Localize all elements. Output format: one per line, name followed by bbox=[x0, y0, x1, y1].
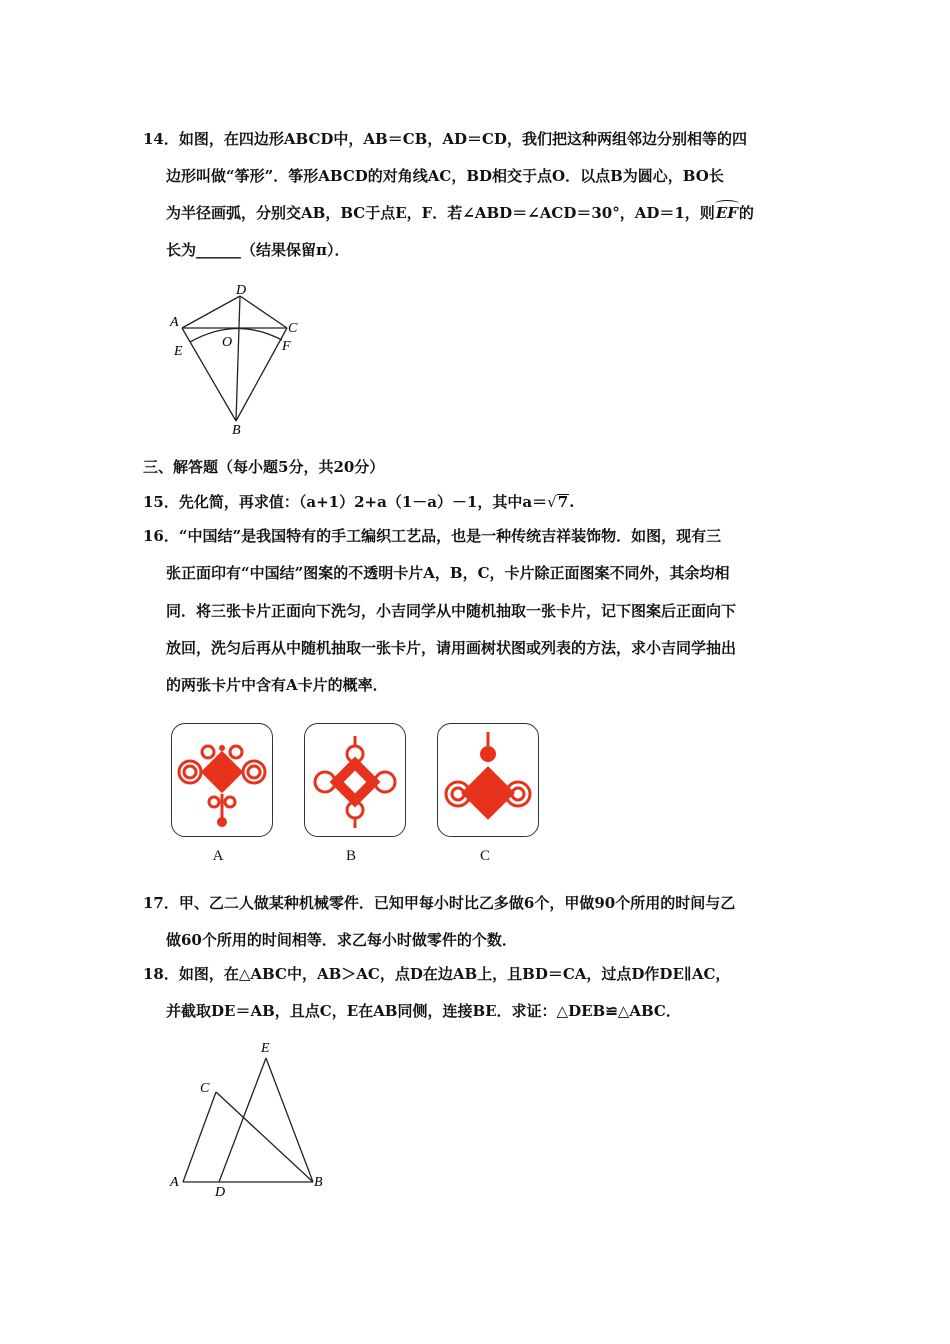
kite-edge-dc bbox=[240, 296, 287, 328]
q17-line-2: 做60个所用的时间相等．求乙每小时做零件的个数． bbox=[166, 931, 517, 949]
chinese-knot-c-icon bbox=[438, 724, 538, 836]
q14-line-2: 边形叫做“筝形”．筝形ABCD的对角线AC，BD相交于点O．以点B为圆心，BO长 bbox=[166, 167, 724, 185]
label-d: D bbox=[215, 1185, 226, 1199]
q14-line-3 bbox=[166, 202, 754, 223]
label-b: B bbox=[314, 1175, 323, 1190]
q14-arc-label: EF bbox=[715, 204, 738, 222]
kite-edge-ad bbox=[182, 296, 240, 328]
label-d: D bbox=[236, 283, 247, 298]
q15-period: . bbox=[569, 493, 575, 511]
q18-text-1: 如图，在△ABC中，AB＞AC，点D在边AB上，且BD＝CA，过点D作DE∥AC， bbox=[178, 965, 731, 983]
q16-line-2: 张正面印有“中国结”图案的不透明卡片A，B，C，卡片除正面图案不同外，其余均相 bbox=[166, 564, 730, 582]
q18-line-1 bbox=[143, 963, 730, 984]
q14-line-1 bbox=[143, 128, 747, 149]
q16-number: 16． bbox=[143, 527, 179, 545]
q18-number: 18． bbox=[143, 965, 179, 983]
kite-arc-ef bbox=[190, 328, 282, 342]
label-e: E bbox=[174, 344, 183, 359]
segment-cb bbox=[216, 1092, 313, 1182]
segment-de bbox=[219, 1058, 266, 1182]
label-a: A bbox=[170, 315, 179, 330]
card-b bbox=[304, 723, 406, 837]
section-3-title: 三、解答题（每小题5分，共20分） bbox=[143, 458, 385, 476]
label-a: A bbox=[170, 1175, 179, 1190]
q17-line-1 bbox=[143, 892, 735, 913]
q15-line: 15．先化简，再求值：（a+1）2+a（1－a）－1，其中a＝√7. bbox=[143, 493, 575, 511]
q14-text-1: 如图，在四边形ABCD中，AB＝CB，AD＝CD，我们把这种两组邻边分别相等的四 bbox=[178, 130, 747, 148]
card-c bbox=[437, 723, 539, 837]
q15-text: 先化简，再求值：（a+1）2+a（1－a）－1，其中a＝ bbox=[178, 493, 548, 511]
q18-triangle-figure bbox=[160, 1034, 340, 1199]
q14-text-3b: 的 bbox=[738, 204, 754, 222]
label-o: O bbox=[222, 335, 233, 350]
card-a-label: A bbox=[212, 848, 224, 864]
label-e: E bbox=[261, 1041, 270, 1056]
q16-line-1 bbox=[143, 525, 721, 546]
q14-text-3a: 为半径画弧，分别交AB，BC于点E，F．若∠ABD＝∠ACD＝30°，AD＝1，则 bbox=[166, 204, 715, 222]
label-f: F bbox=[282, 339, 291, 354]
card-c-label: C bbox=[479, 848, 490, 864]
q18-line-2: 并截取DE＝AB，且点C，E在AB同侧，连接BE．求证：△DEB≌△ABC． bbox=[166, 1002, 681, 1020]
card-b-label: B bbox=[345, 848, 356, 864]
q14-line-4: 长为______（结果保留π）． bbox=[166, 241, 350, 259]
card-a bbox=[171, 723, 273, 837]
q15-radicand: 7 bbox=[557, 493, 569, 511]
q16-line-5: 的两张卡片中含有A卡片的概率． bbox=[166, 676, 388, 694]
kite-diagonal-bd bbox=[236, 296, 240, 421]
q16-line-4: 放回，洗匀后再从中随机抽取一张卡片，请用画树状图或列表的方法，求小吉同学抽出 bbox=[166, 639, 737, 657]
label-c: C bbox=[200, 1081, 210, 1096]
q14-number: 14． bbox=[143, 130, 179, 148]
q17-text-1: 甲、乙二人做某种机械零件．已知甲每小时比乙多做6个，甲做90个所用的时间与乙 bbox=[178, 894, 736, 912]
chinese-knot-a-icon bbox=[172, 724, 272, 836]
q15-number: 15． bbox=[143, 493, 179, 511]
label-b: B bbox=[232, 423, 241, 438]
q16-line-3: 同．将三张卡片正面向下洗匀，小吉同学从中随机抽取一张卡片，记下图案后正面向下 bbox=[166, 602, 737, 620]
label-c: C bbox=[288, 321, 298, 336]
q14-kite-figure bbox=[160, 278, 320, 438]
segment-ac bbox=[183, 1092, 216, 1182]
q17-number: 17． bbox=[143, 894, 179, 912]
kite-edge-cb bbox=[236, 328, 287, 421]
chinese-knot-b-icon bbox=[305, 724, 405, 836]
q16-text-1: “中国结”是我国特有的手工编织工艺品，也是一种传统吉祥装饰物．如图，现有三 bbox=[178, 527, 722, 545]
segment-eb bbox=[266, 1058, 313, 1182]
